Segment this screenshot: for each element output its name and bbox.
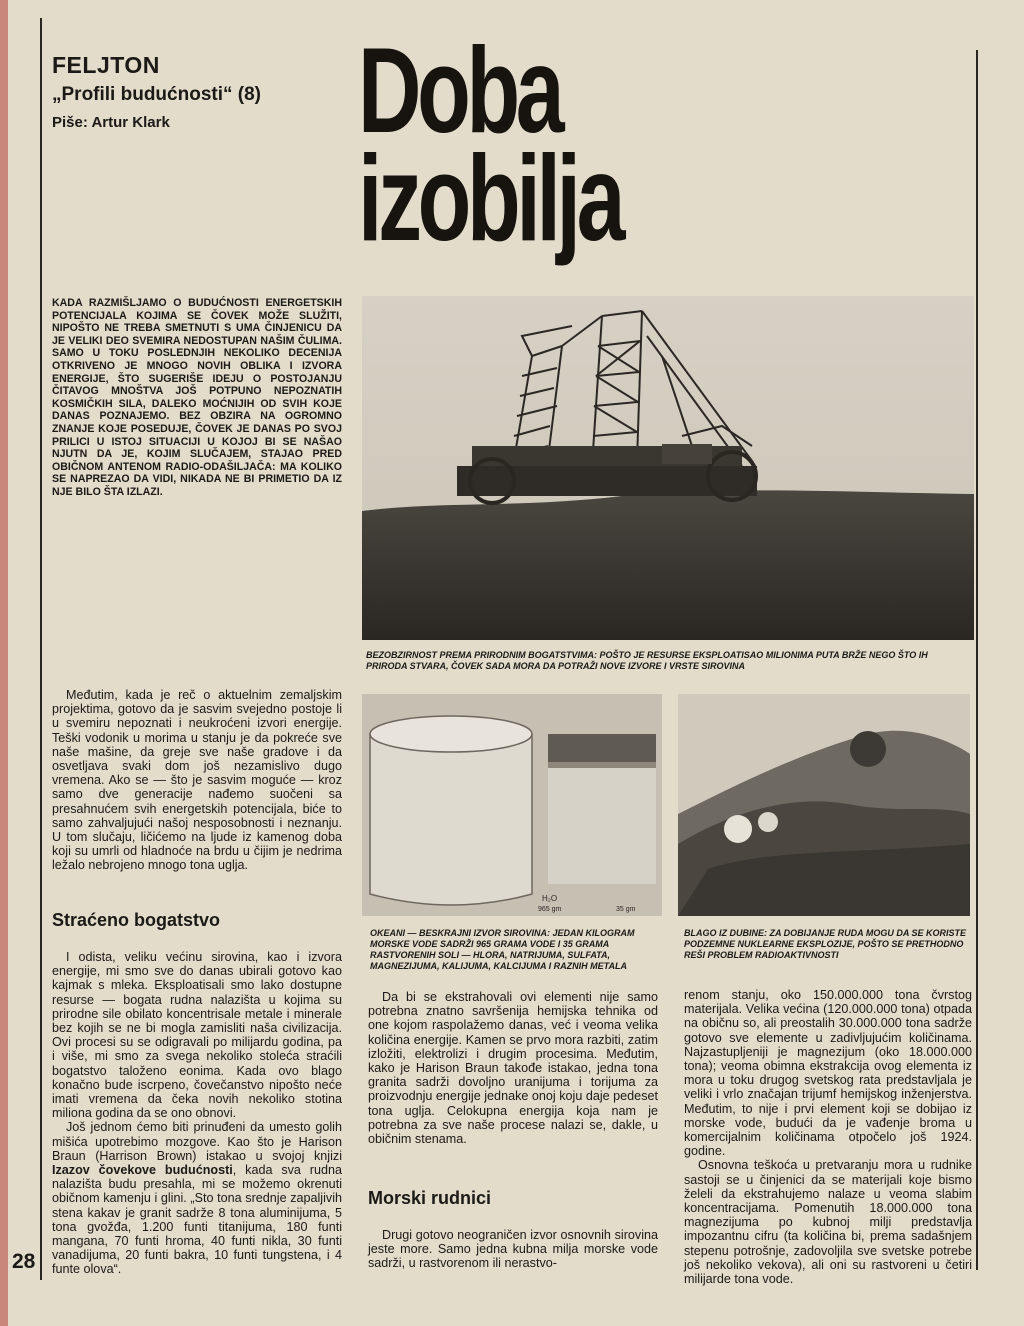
paragraph-1: I odista, veliku većinu sirovina, kao i izvora energije, mi smo sve do danas ubirali gotovo kao kajmak s mleka. Eksploatisali smo lako dostupne resurse — bogata rudna nalazišta u kojima su prirodne sile obilato koncentrisale metale i minerale bez kojih se ne bi mogla zamisliti naša civilizacija. Ovi procesi su se odigravali po milijardu godina, pa i više, mi smo za svega nekoliko stoleća straćili bogatstvo taloženo eonima. Kada ovo blago konačno bude iscrpeno, čovečanstvo nipošto neće imati vremena da čeka novih nekoliko stotina miliona godina da se ono obnovi. xyxy=(52,950,342,1121)
excavator-photo xyxy=(362,296,974,640)
column-2-continued xyxy=(368,1228,658,1271)
paragraph-3: Da bi se ekstrahovali ovi elementi nije samo potrebna znatno savršenija hemijska tehnika od one kojom raspolažemo danas, već i veoma velika količina energije. Kamen se prvo mora razbiti, zatim izložiti, elektrolizi i drugim procesima. Međutim, kako je Harison Braun takođe istakao, jedna tona granita sadrži dovoljno uranijuma i torijuma za proizvodnju energije jednake onoj koju daje pedeset tona uglja. Celokupna energija koja nam je potrebna za sve naše procese nalazi se, dakle, u običnim stenama. xyxy=(368,990,658,1147)
series-title: „Profili budućnosti“ (8) xyxy=(52,84,261,105)
subhead-sea-mines: Morski rudnici xyxy=(368,1188,492,1208)
article-title xyxy=(358,22,622,266)
paragraph-5: renom stanju, oko 150.000.000 tona čvrstog materijala. Velika većina (120.000.000 tona) otpada na običnu so, ali preostalih 30.000.000 tona sadrže gotovo sve elemente u zadivljujućim količinama. Najzastupljeniji je magnezijum (oko 18.000.000 tona); veoma obimna ekstrakcija ovog elementa iz mora u toku drugog svetskog rata predstavljala je veliki i vrlo značajan trijumf hemijskog inženjerstva. Međutim, to nije i prvi element koji se dobijao iz morske vode, budući da je vađenje broma u komercijalnim količinama otpočelo još 1924. godine. xyxy=(684,988,972,1159)
explosion-caption: BLAGO IZ DUBINE: ZA DOBIJANJE RUDA MOGU DA SE KORISTE PODZEMNE NUKLEARNE EKSPLOZIJE, POŠTO SE PRETHODNO REŠI PROBLEM RADIOAKTIVNOSTI xyxy=(684,928,967,960)
title-line-2: izobilja xyxy=(358,130,622,266)
subhead-wasted-wealth: Straćeno bogatstvo xyxy=(52,910,221,930)
excavator-caption: BEZOBZIRNOST PREMA PRIRODNIM BOGATSTVIMA: POŠTO JE RESURSE EKSPLOATISAO MILIONIMA PUTA BRŽE NEGO ŠTO IH PRIRODA STVARA, ČOVEK SADA MORA DA POTRAŽI NOVE IZVORE I VRSTE SIROVINA xyxy=(366,650,928,671)
explosion-photo xyxy=(678,694,970,916)
page-number: 28 xyxy=(12,1250,36,1273)
paragraph-6: Osnovna teškoća u pretvaranju mora u rudnike sastoji se u činjenici da se materijali koje bismo želeli da ekstrahujemo nalaze u veoma slabim koncentracijama. Pomenutih 18.000.000 tona magnezijuma po kubnoj milji predstavlja impozantnu cifru (ta količina bi, prema sadašnjem stepenu potrošnje, zadovoljila sve svetske potrebe još nekoliko vekova), ali oni su rastvoreni u četiri milijarde tona vode. xyxy=(684,1158,972,1287)
book-title: Izazov čovekove budućnosti xyxy=(52,1163,233,1178)
left-rule xyxy=(40,18,42,1280)
paragraph-2 xyxy=(52,1120,342,1276)
explosion-illustration xyxy=(678,694,970,916)
right-rule xyxy=(976,50,978,1270)
paragraph-4: Drugi gotovo neograničen izvor osnovnih sirovina jeste more. Samo jedna kubna milja morske vode sadrži, u rastvorenom ili nerastvo- xyxy=(368,1228,658,1271)
section-label: FELJTON xyxy=(52,52,160,78)
water-mass-label: 965 gm xyxy=(538,906,562,913)
lead-paragraph: KADA RAZMIŠLJAMO O BUDUĆNOSTI ENERGETSKIH POTENCIJALA KOJIMA SE ČOVEK MOŽE SLUŽITI, NIPOŠTO NE TREBA SMETNUTI S UMA ČINJENICU DA JE VELIKI DEO SVEMIRA NEDOSTUPAN NAŠIM ČULIMA. SAMO U TOKU POSLEDNJIH NEKOLIKO DECENIJA OTKRIVENO JE MNOGO NOVIH OBLIKA I IZVORA ENERGIJE, ŠTO SUGERIŠE IDEJU O POSTOJANJU ČITAVOG MNOŠTVA JOŠ POTPUNO NEPOZNATIH KOSMIČKIH SILA, DALEKO MOĆNIJIH OD SVIH KOJE DANAS POZNAJEMO. BEZ OBZIRA NA OGROMNO ZNANJE KOJE POSEDUJE, ČOVEK JE DANAS PO SVOJ PRILICI U ISTOJ SITUACIJI U KOJOJ BI SE NAŠAO NJUTN DA JE, KOJIM SLUČAJEM, STAJAO PRED OBIČNOM ANTENOM RADIO-ODAŠILJAČA: MA KOLIKO SE NAPREZAO DA VIDI, NIKADA NE BI PRIMETIO DA IZ NJE BILO ŠTA IZLAZI. xyxy=(52,297,342,498)
column-2-body xyxy=(368,990,658,1146)
salt-mass-label: 35 gm xyxy=(616,906,636,913)
seawater-figure xyxy=(362,694,662,916)
column-1-body xyxy=(52,950,342,1277)
excavator-illustration xyxy=(362,296,974,640)
paragraph-2-end: , kada sva rudna nalazišta budu presahla, mi se možemo okrenuti običnom kamenju i glini. „Sto tona srednje zapaljivih stena kakav je granit sadrže 8 tona aluminijuma, 5 tona gvožđa, 1.200 funti titanijuma, 180 funti mangana, 70 funti hroma, 40 funti nikla, 30 funti vanadijuma, 20 funti bakra, 10 funti tungstena, i 4 funte olova“. xyxy=(52,1163,342,1277)
seawater-caption: OKEANI — BESKRAJNI IZVOR SIROVINA: JEDAN KILOGRAM MORSKE VODE SADRŽI 965 GRAMA VODE I 35 GRAMA RASTVORENIH SOLI — HLORA, NATRIJUMA, SULFATA, MAGNEZIJUMA, KALIJUMA, KALCIJUMA I RAZNIH METALA xyxy=(370,928,635,971)
intro-paragraph: Međutim, kada je reč o aktuelnim zemaljskim projektima, gotovo da je sasvim svejedno postoje li u svemiru nepoznati i neukroćeni izvori energije. Teški vodonik u morima u stanju je da pokreće sve naše mašine, da greje sve naše gradove i da osvetljava svaki dom još nezamislivo dugo vremena. Ako se — što je sasvim moguće — kroz samo dve generacije nađemo suočeni sa presahnućem svih energetskih potencijala, biće to samo zahvaljujući našoj nesposobnosti i neznanju. U tom slučaju, ličićemo na ljude iz kamenog doba koji su umrli od hladnoće na brdu u čijim je nedrima ležalo nebrojeno mnogo tona uglja. xyxy=(52,688,342,873)
h2o-label: H₂O xyxy=(542,894,558,903)
column-1-intro xyxy=(52,688,342,873)
paragraph-2-start: Još jednom ćemo biti prinuđeni da umesto golih mišića upotrebimo mozgove. Kao što je Harison Braun (Harrison Brown) istakao u svojoj knjizi xyxy=(52,1120,342,1163)
column-3-body xyxy=(684,988,972,1286)
page-edge xyxy=(0,0,8,1326)
title-line-1: Doba xyxy=(358,22,561,158)
author-line: Piše: Artur Klark xyxy=(52,114,170,131)
seawater-cylinder-illustration xyxy=(362,694,662,916)
